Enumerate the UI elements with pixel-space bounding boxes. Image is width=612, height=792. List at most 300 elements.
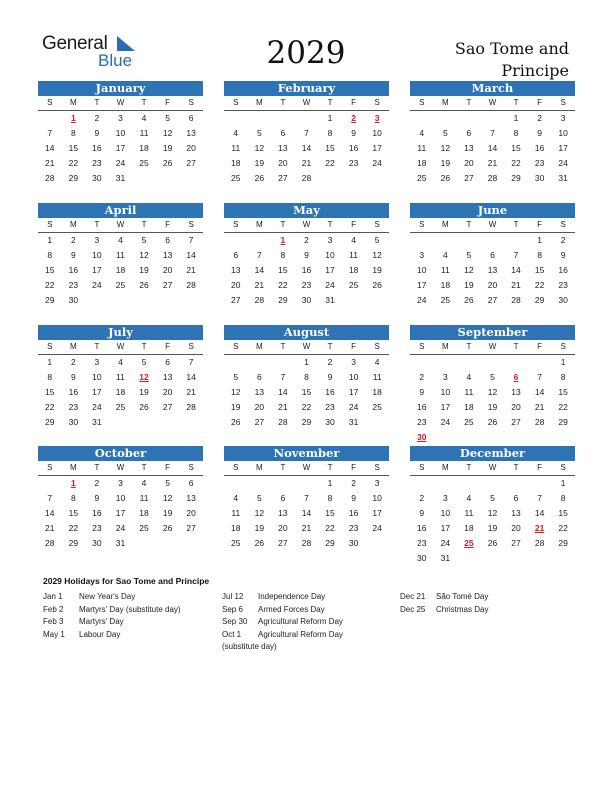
day-cell: 14 [186, 372, 196, 382]
day-cell: 8 [70, 493, 76, 503]
day-cell: 4 [233, 493, 239, 503]
weekday-label: F [165, 98, 171, 107]
day-cell: 12 [487, 387, 498, 397]
weekday-label: M [442, 463, 449, 472]
month-september [410, 325, 575, 445]
weekday-label: W [302, 220, 311, 229]
day-cell: 3 [560, 113, 566, 123]
day-grid [410, 355, 575, 445]
weekday-label: T [327, 98, 333, 107]
day-cell: 20 [464, 158, 474, 168]
weekday-label: T [94, 463, 100, 472]
holiday-name: Labour Day [79, 629, 121, 639]
day-cell: 5 [141, 235, 147, 245]
holiday-day-cell: 12 [139, 372, 149, 382]
holiday-day-cell: 1 [280, 235, 286, 245]
month-may [224, 203, 389, 308]
weekday-label: S [233, 463, 239, 472]
day-cell: 23 [68, 402, 79, 412]
day-cell: 24 [325, 280, 335, 290]
weekday-label: S [188, 342, 194, 351]
weekday-label: M [442, 220, 449, 229]
day-cell: 7 [256, 250, 262, 260]
day-cell: 4 [233, 128, 239, 138]
empty-day-cell [410, 476, 434, 491]
day-cell: 15 [301, 387, 312, 397]
day-cell: 28 [186, 402, 196, 412]
day-cell: 9 [351, 128, 356, 138]
day-grid [410, 111, 575, 186]
day-cell: 5 [256, 128, 262, 138]
day-cell: 28 [254, 295, 265, 305]
day-cell: 17 [115, 508, 126, 518]
holiday-entry [43, 629, 181, 642]
day-cell: 21 [186, 387, 196, 397]
day-cell: 21 [301, 523, 312, 533]
day-cell: 11 [116, 372, 125, 382]
day-cell: 6 [490, 250, 495, 260]
day-cell: 3 [118, 478, 123, 488]
weekday-label: S [374, 463, 380, 472]
weekday-label: S [233, 342, 239, 351]
holiday-column [400, 591, 488, 616]
day-cell: 10 [325, 250, 335, 260]
holiday-day-cell: 6 [513, 372, 519, 382]
weekday-label: T [466, 98, 472, 107]
day-cell: 3 [351, 357, 356, 367]
day-cell: 27 [511, 417, 521, 427]
weekday-label: S [188, 463, 194, 472]
day-cell: 26 [254, 173, 265, 183]
day-cell: 1 [537, 235, 542, 245]
day-cell: 27 [464, 173, 474, 183]
day-cell: 12 [440, 143, 451, 153]
day-cell: 23 [534, 158, 545, 168]
day-cell: 12 [372, 250, 382, 260]
day-cell: 8 [327, 493, 333, 503]
weekday-label: S [419, 342, 425, 351]
day-cell: 20 [487, 280, 498, 290]
day-cell: 8 [537, 250, 542, 260]
day-cell: 22 [558, 523, 568, 533]
day-grid [38, 355, 203, 430]
day-cell: 16 [417, 523, 427, 533]
day-cell: 7 [188, 235, 194, 245]
empty-day-cell [457, 355, 481, 370]
day-cell: 8 [47, 250, 53, 260]
day-cell: 14 [301, 143, 312, 153]
weekday-label: T [280, 463, 286, 472]
day-cell: 6 [466, 128, 472, 138]
day-cell: 15 [68, 508, 79, 518]
day-grid [38, 233, 203, 308]
month-october [38, 446, 203, 551]
weekday-label: T [327, 463, 333, 472]
day-cell: 18 [440, 280, 451, 290]
day-cell: 13 [511, 387, 521, 397]
day-cell: 22 [301, 402, 312, 412]
day-cell: 10 [92, 250, 102, 260]
day-cell: 3 [118, 113, 123, 123]
day-cell: 2 [94, 113, 100, 123]
day-cell: 13 [511, 508, 521, 518]
day-cell: 24 [417, 295, 427, 305]
weekday-label: F [537, 463, 543, 472]
day-cell: 11 [231, 143, 241, 153]
day-cell: 4 [419, 128, 425, 138]
weekday-header [38, 461, 203, 475]
day-cell: 24 [92, 280, 102, 290]
day-cell: 19 [162, 143, 173, 153]
day-cell: 22 [68, 158, 79, 168]
day-cell: 6 [280, 128, 286, 138]
holiday-day-cell: 30 [417, 432, 427, 442]
day-cell: 25 [417, 173, 427, 183]
day-cell: 1 [560, 478, 566, 488]
day-cell: 19 [139, 265, 149, 275]
day-cell: 22 [45, 402, 55, 412]
day-cell: 22 [278, 280, 288, 290]
logo-text-blue: Blue [98, 51, 133, 70]
empty-day-cell [410, 355, 434, 370]
day-cell: 20 [162, 265, 173, 275]
empty-day-cell [481, 476, 505, 491]
day-cell: 31 [115, 538, 126, 548]
day-cell: 18 [231, 523, 241, 533]
day-cell: 5 [490, 493, 495, 503]
day-cell: 21 [534, 402, 545, 412]
day-cell: 30 [92, 173, 102, 183]
day-cell: 2 [94, 478, 100, 488]
day-cell: 30 [417, 553, 427, 563]
month-february [224, 81, 389, 186]
weekday-label: W [302, 98, 311, 107]
day-cell: 29 [534, 295, 545, 305]
day-cell: 2 [419, 493, 425, 503]
holiday-list-title: 2029 Holidays for Sao Tome and Principe [43, 576, 210, 586]
day-cell: 25 [115, 402, 126, 412]
day-cell: 5 [256, 493, 262, 503]
day-cell: 16 [92, 508, 102, 518]
day-cell: 10 [115, 493, 126, 503]
weekday-label: W [488, 220, 497, 229]
day-cell: 4 [374, 357, 380, 367]
day-cell: 21 [45, 523, 55, 533]
logo-text-general: General [42, 33, 108, 54]
day-cell: 29 [511, 173, 521, 183]
day-cell: 22 [325, 158, 335, 168]
weekday-label: F [537, 98, 543, 107]
empty-day-cell [481, 111, 505, 126]
day-cell: 6 [165, 357, 170, 367]
day-cell: 27 [278, 538, 288, 548]
weekday-label: T [280, 98, 286, 107]
day-cell: 27 [511, 538, 521, 548]
month-title: June [410, 203, 575, 218]
day-cell: 4 [141, 113, 147, 123]
day-cell: 1 [47, 357, 53, 367]
weekday-label: F [165, 342, 171, 351]
month-title: May [224, 203, 389, 218]
day-cell: 13 [162, 250, 173, 260]
day-cell: 25 [372, 402, 382, 412]
day-cell: 15 [278, 265, 288, 275]
day-cell: 15 [325, 508, 335, 518]
weekday-label: T [141, 220, 147, 229]
day-cell: 28 [45, 173, 55, 183]
day-cell: 27 [278, 173, 288, 183]
day-cell: 22 [558, 402, 568, 412]
empty-day-cell [410, 233, 434, 248]
day-cell: 29 [45, 417, 55, 427]
day-cell: 3 [374, 478, 380, 488]
day-cell: 27 [254, 417, 265, 427]
month-title: July [38, 325, 203, 340]
weekday-label: T [513, 463, 519, 472]
holiday-day-cell: 21 [534, 523, 545, 533]
empty-day-cell [248, 476, 272, 491]
weekday-label: S [560, 342, 566, 351]
day-cell: 19 [254, 523, 265, 533]
day-cell: 18 [348, 265, 359, 275]
holiday-name: São Tomé Day [436, 592, 489, 601]
day-cell: 11 [139, 493, 149, 503]
holiday-entry [222, 591, 343, 604]
day-cell: 13 [487, 265, 498, 275]
month-november [224, 446, 389, 551]
day-cell: 16 [558, 265, 568, 275]
day-cell: 5 [374, 235, 380, 245]
day-cell: 20 [186, 508, 196, 518]
day-cell: 21 [254, 280, 265, 290]
weekday-label: F [165, 463, 171, 472]
day-cell: 20 [231, 280, 241, 290]
weekday-header [224, 461, 389, 475]
weekday-label: S [233, 98, 239, 107]
day-cell: 10 [417, 265, 427, 275]
day-cell: 20 [278, 523, 288, 533]
day-cell: 1 [327, 478, 333, 488]
day-cell: 4 [118, 357, 123, 367]
weekday-label: F [351, 98, 357, 107]
day-cell: 5 [165, 478, 170, 488]
month-title: February [224, 81, 389, 96]
day-cell: 19 [372, 265, 382, 275]
day-cell: 28 [186, 280, 196, 290]
day-cell: 3 [442, 493, 448, 503]
weekday-label: T [513, 220, 519, 229]
day-cell: 28 [301, 173, 312, 183]
day-cell: 3 [419, 250, 425, 260]
empty-day-cell [224, 355, 248, 370]
day-cell: 7 [188, 357, 194, 367]
day-cell: 5 [442, 128, 448, 138]
empty-day-cell [248, 111, 272, 126]
day-cell: 30 [68, 295, 79, 305]
day-cell: 31 [440, 553, 451, 563]
day-cell: 2 [70, 357, 76, 367]
country-name-line1: Sao Tome and [454, 39, 569, 58]
day-cell: 4 [351, 235, 356, 245]
empty-day-cell [248, 233, 272, 248]
month-title: December [410, 446, 575, 461]
day-cell: 31 [348, 417, 359, 427]
day-cell: 28 [534, 538, 545, 548]
month-title: September [410, 325, 575, 340]
weekday-label: S [419, 220, 425, 229]
empty-day-cell [410, 111, 434, 126]
day-cell: 14 [487, 143, 498, 153]
day-cell: 9 [560, 250, 566, 260]
holiday-name: Martyrs' Day (substitute day) [79, 604, 181, 614]
day-cell: 27 [487, 295, 498, 305]
day-cell: 11 [417, 143, 427, 153]
day-cell: 28 [45, 538, 55, 548]
day-cell: 12 [464, 265, 474, 275]
day-cell: 22 [68, 523, 79, 533]
day-cell: 19 [231, 402, 241, 412]
weekday-label: T [513, 98, 519, 107]
empty-day-cell [271, 476, 295, 491]
empty-day-cell [224, 233, 248, 248]
day-cell: 24 [372, 158, 382, 168]
day-cell: 29 [558, 538, 568, 548]
day-cell: 30 [92, 538, 102, 548]
weekday-label: S [374, 220, 380, 229]
holiday-day-cell: 1 [70, 113, 76, 123]
empty-day-cell [38, 476, 62, 491]
day-cell: 12 [254, 508, 265, 518]
day-cell: 8 [70, 128, 76, 138]
day-cell: 23 [417, 417, 427, 427]
day-cell: 6 [256, 372, 262, 382]
empty-day-cell [224, 476, 248, 491]
day-cell: 17 [372, 508, 382, 518]
country-name [369, 38, 569, 82]
day-cell: 14 [301, 508, 312, 518]
weekday-label: M [70, 220, 77, 229]
day-cell: 2 [304, 235, 309, 245]
day-cell: 9 [537, 128, 542, 138]
day-cell: 17 [115, 143, 126, 153]
day-cell: 16 [68, 387, 79, 397]
day-cell: 30 [348, 538, 359, 548]
holiday-name: New Year's Day [79, 592, 136, 601]
weekday-label: W [116, 463, 125, 472]
month-title: October [38, 446, 203, 461]
weekday-label: W [116, 98, 125, 107]
weekday-label: S [560, 463, 566, 472]
day-cell: 7 [47, 128, 53, 138]
weekday-label: M [256, 342, 263, 351]
day-cell: 7 [513, 250, 519, 260]
day-cell: 10 [372, 128, 382, 138]
day-cell: 17 [372, 143, 382, 153]
empty-day-cell [528, 355, 552, 370]
month-january [38, 81, 203, 186]
holiday-day-cell: 3 [374, 113, 380, 123]
day-cell: 7 [490, 128, 495, 138]
holiday-day-cell: 2 [351, 113, 356, 123]
day-cell: 15 [68, 143, 79, 153]
day-cell: 10 [372, 493, 382, 503]
day-cell: 17 [92, 265, 102, 275]
day-cell: 26 [487, 538, 498, 548]
weekday-label: T [94, 220, 100, 229]
day-cell: 3 [327, 235, 333, 245]
holiday-name: Armed Forces Day [258, 604, 325, 614]
day-cell: 9 [94, 493, 100, 503]
day-cell: 26 [487, 417, 498, 427]
day-cell: 20 [254, 402, 265, 412]
weekday-label: S [560, 98, 566, 107]
day-cell: 15 [45, 387, 55, 397]
day-cell: 6 [280, 493, 286, 503]
day-cell: 9 [419, 508, 425, 518]
day-cell: 17 [417, 280, 427, 290]
day-cell: 23 [348, 523, 359, 533]
day-cell: 13 [231, 265, 241, 275]
weekday-header [410, 461, 575, 475]
holiday-date: Sep 30 [222, 617, 248, 626]
day-cell: 2 [537, 113, 542, 123]
empty-day-cell [434, 111, 458, 126]
day-cell: 25 [231, 538, 241, 548]
weekday-label: W [488, 98, 497, 107]
weekday-header [224, 96, 389, 110]
day-cell: 29 [325, 538, 335, 548]
month-december [410, 446, 575, 566]
holiday-date: Dec 21 [400, 592, 426, 601]
day-cell: 26 [440, 173, 451, 183]
weekday-label: F [351, 463, 357, 472]
day-cell: 28 [487, 173, 498, 183]
day-cell: 5 [490, 372, 495, 382]
day-cell: 29 [68, 538, 79, 548]
day-cell: 18 [417, 158, 427, 168]
day-cell: 13 [278, 508, 288, 518]
weekday-label: S [47, 342, 53, 351]
day-cell: 6 [188, 113, 194, 123]
empty-day-cell [434, 476, 458, 491]
day-cell: 14 [45, 508, 55, 518]
month-march [410, 81, 575, 186]
holiday-entry [43, 591, 181, 604]
weekday-label: F [537, 342, 543, 351]
day-cell: 15 [511, 143, 521, 153]
day-cell: 15 [558, 387, 568, 397]
weekday-label: M [442, 98, 449, 107]
day-cell: 16 [325, 387, 335, 397]
day-cell: 30 [68, 417, 79, 427]
weekday-header [410, 218, 575, 232]
day-cell: 27 [162, 280, 173, 290]
holiday-day-cell: 25 [464, 538, 474, 548]
weekday-label: F [165, 220, 171, 229]
day-cell: 1 [513, 113, 519, 123]
weekday-label: M [70, 98, 77, 107]
day-grid [38, 111, 203, 186]
empty-day-cell [271, 355, 295, 370]
day-cell: 16 [68, 265, 79, 275]
weekday-label: T [280, 220, 286, 229]
holiday-entry [222, 641, 343, 654]
holiday-name: Agricultural Reform Day [258, 617, 343, 626]
holiday-column [222, 591, 343, 654]
holiday-entry [400, 604, 488, 617]
weekday-label: S [419, 98, 425, 107]
weekday-label: S [374, 342, 380, 351]
